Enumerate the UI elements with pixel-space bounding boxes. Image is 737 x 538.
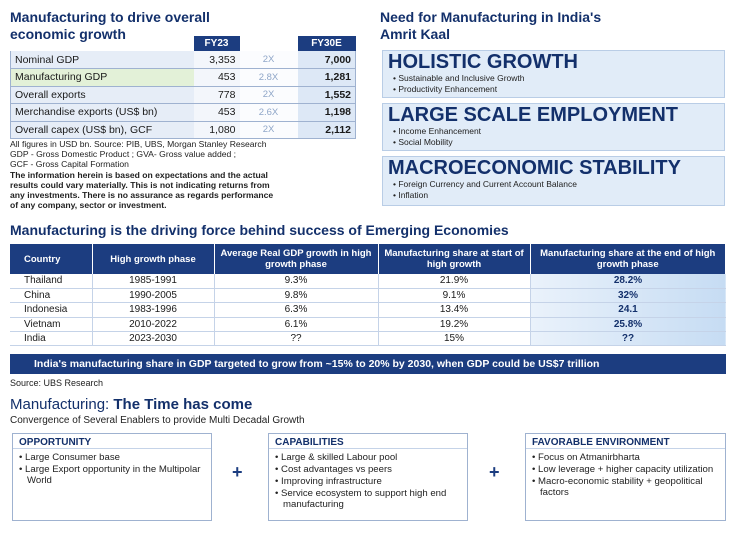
panel-large-scale-employment: LARGE SCALE EMPLOYMENT • Income Enhancement • Social Mobility [382,103,725,151]
need-title: Need for Manufacturing in India's Amrit Kaal [380,9,602,42]
emerging-economies-table: Country High growth phase Average Real GDP growth in high growth phase Manufacturing share at start of high growth Manufacturing share at the end of high growth phase Thailand 1985-1991 9.3% 21.9% 28.2% China 1990-2005 9.8% 9.1% 32% Indonesia 1983-1996 6.3% 13.4% 24.1 Vietnam 2010-2022 6.1% 19.2% 25.8% India 2023-2030 ?? 15% ?? [10,244,726,346]
list-item: • Macro-economic stability + geopolitical factors [532,477,719,498]
box-capabilities: CAPABILITIES • Large & skilled Labour pool • Cost advantages vs peers • Improving infrastructure • Service ecosystem to support high end manufacturing [268,433,468,521]
list-item: • Productivity Enhancement [393,84,724,95]
plus-sign: + [489,462,500,482]
panel-holistic-growth: HOLISTIC GROWTH • Sustainable and Inclusive Growth • Productivity Enhancement [382,50,725,98]
table-row: Manufacturing GDP 453 2.8X 1,281 [11,69,356,87]
table-row: India 2023-2030 ?? 15% ?? [10,332,726,346]
list-item: • Large Consumer base [19,453,205,464]
time-title: Manufacturing: The Time has come [10,396,253,413]
disclaimer: The information herein is based on expectations and the actual results could vary materially. This is not indicating returns from any investments. There is no assurance as regards performance of any company, sector or investment. [10,170,274,210]
table-row: Overall exports 778 2X 1,552 [11,86,356,104]
target-banner: India's manufacturing share in GDP targeted to grow from ~15% to 20% by 2030, when GDP could be US$7 trillion [10,354,726,374]
table-row: Merchandise exports (US$ bn) 453 2.6X 1,198 [11,104,356,122]
list-item: • Improving infrastructure [275,477,461,488]
col-fy23: FY23 [194,36,240,51]
col-fy30: FY30E [298,36,356,51]
panel-macroeconomic-stability: MACROECONOMIC STABILITY • Foreign Currency and Current Account Balance • Inflation [382,156,725,206]
list-item: • Cost advantages vs peers [275,465,461,476]
source-note: All figures in USD bn. Source: PIB, UBS, Morgan Stanley Research GDP - Gross Domestic Product ; GVA- Gross value added ; GCF - Gross Capital Formation [10,139,267,169]
list-item: • Foreign Currency and Current Account Balance [393,179,724,190]
emerging-title: Manufacturing is the driving force behind success of Emerging Economies [10,222,509,238]
table-row: Overall capex (US$ bn), GCF 1,080 2X 2,112 [11,121,356,139]
manufacturing-growth-title: Manufacturing to drive overall economic growth [10,9,210,42]
list-item: • Large & skilled Labour pool [275,453,461,464]
list-item: • Low leverage + higher capacity utilization [532,465,719,476]
list-item: • Focus on Atmanirbharta [532,453,719,464]
table-row: Indonesia 1983-1996 6.3% 13.4% 24.1 [10,303,726,317]
time-subtitle: Convergence of Several Enablers to provide Multi Decadal Growth [10,415,305,426]
list-item: • Social Mobility [393,137,724,148]
list-item: • Service ecosystem to support high end manufacturing [275,489,461,510]
table-row: China 1990-2005 9.8% 9.1% 32% [10,288,726,302]
list-item: • Large Export opportunity in the Multipolar World [19,465,205,486]
table-row: Vietnam 2010-2022 6.1% 19.2% 25.8% [10,317,726,331]
plus-sign: + [232,462,243,482]
box-favorable-environment: FAVORABLE ENVIRONMENT • Focus on Atmanirbharta • Low leverage + higher capacity utilization • Macro-economic stability + geopolitical factors [525,433,726,521]
source-label: Source: UBS Research [10,378,104,388]
table-row: Nominal GDP 3,353 2X 7,000 [11,51,356,69]
box-opportunity: OPPORTUNITY • Large Consumer base • Large Export opportunity in the Multipolar World [12,433,212,521]
growth-table [10,36,356,139]
table-row: Thailand 1985-1991 9.3% 21.9% 28.2% [10,274,726,288]
list-item: • Income Enhancement [393,126,724,137]
list-item: • Sustainable and Inclusive Growth [393,73,724,84]
list-item: • Inflation [393,190,724,201]
